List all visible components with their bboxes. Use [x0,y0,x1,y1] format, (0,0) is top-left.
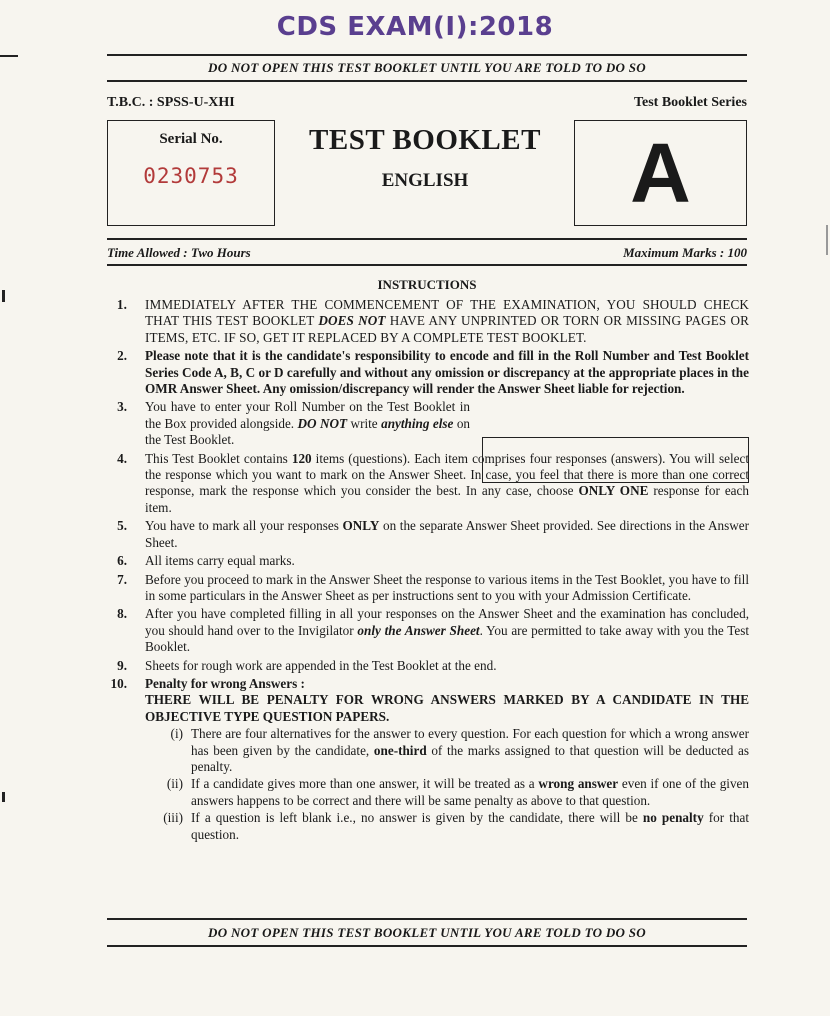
item-text: on the Test Booklet. [145,415,471,448]
test-booklet-series-label: Test Booklet Series [633,95,747,110]
penalty-subitem [145,776,749,809]
bottom-warning-banner: DO NOT OPEN THIS TEST BOOKLET UNTIL YOU ARE TOLD TO DO SO [208,925,646,940]
item-emphasis: ONLY ONE [578,483,649,499]
exam-stamp: CDS EXAM(I):2018 [276,12,554,42]
instruction-item [107,518,749,551]
item-number: 6. [117,553,127,569]
item-text: Sheets for rough work are appended in the Test Booklet at the end. [145,657,497,673]
item-text: All items carry equal marks. [145,553,295,569]
item-text: After you have completed filling in all your responses on the Answer Sheet and the examination has concluded, you should hand over to the Invigilator [145,606,749,638]
instruction-item [107,572,749,605]
item-emphasis: anything else [381,415,454,431]
top-warning-banner: DO NOT OPEN THIS TEST BOOKLET UNTIL YOU ARE TOLD TO DO SO [208,60,646,75]
item-emphasis: DOES NOT [318,313,386,329]
item-number: 5. [117,518,127,534]
item-text: HAVE ANY UNPRINTED OR TORN OR MISSING PAGES OR ITEMS, ETC. IF SO, GET IT REPLACED BY A COMPLETE TEST BOOKLET. [145,313,749,345]
instruction-item-penalty [107,676,749,843]
subitem-number: (iii) [163,810,183,826]
item-emphasis: ONLY [342,518,380,534]
penalty-heading: Penalty for wrong Answers : [145,675,305,691]
instruction-item [107,348,749,397]
serial-number-box [107,120,275,226]
item-number: 3. [117,399,127,415]
item-emphasis: 120 [291,450,312,466]
instructions-list [107,297,749,845]
series-letter: A [630,126,691,220]
item-text: on the separate Answer Sheet provided. See directions in the Answer Sheet. [145,518,749,550]
item-text: Please note that it is the candidate's responsibility to encode and fill in the Roll Number and Test Booklet Series Code A, B, C or D carefully and without any omission or discrepancy at the appropriate places in the OMR Answer Sheet. Any omission/discrepancy will render the Answer Sheet liable for rejection. [145,348,749,397]
bottom-rule [107,918,747,920]
margin-mark [0,55,18,57]
instructions-heading: INSTRUCTIONS [377,277,477,292]
item-emphasis: DO NOT [297,415,348,431]
item-number: 9. [117,657,127,673]
bottom-rule-lower [107,945,747,947]
item-text: Before you proceed to mark in the Answer Sheet the response to various items in the Test Booklet, you have to fill in some particulars in the Answer Sheet as per instructions sent to you with your Admission Certificate. [145,571,749,603]
item-text: write [347,415,382,431]
item-number: 1. [116,297,127,312]
item-text: There are four alternatives for the answer to every question. For each question for which a wrong answer has been given by the candidate, [191,726,749,758]
header-rule [107,238,747,240]
item-number: 2. [117,348,127,364]
subitem-number: (i) [170,726,183,742]
tbc-code: T.B.C. : SPSS-U-XHI [107,95,235,110]
item-number: 4. [117,450,127,466]
item-text: response for each item. [145,483,749,515]
item-emphasis: only the Answer Sheet [357,622,480,638]
item-text: even if one of the given answers happens to be correct and there will be same penalty as above to that question. [191,776,749,808]
item-emphasis: one-third [373,742,427,758]
penalty-subitem [145,810,749,843]
serial-label: Serial No. [159,131,223,147]
serial-number: 0230753 [143,164,239,188]
header-rule-lower [107,264,747,266]
item-number: 8. [117,606,127,622]
subitem-number: (ii) [166,776,183,792]
penalty-warning: THERE WILL BE PENALTY FOR WRONG ANSWERS MARKED BY A CANDIDATE IN THE OBJECTIVE TYPE QUESTION PAPERS. [145,692,749,724]
margin-mark [2,792,5,802]
item-text: . You are permitted to take away with you the Test Booklet. [145,622,749,655]
booklet-title: TEST BOOKLET [309,124,541,156]
item-emphasis: no penalty [642,810,704,826]
top-rule [107,54,747,56]
margin-mark [826,225,828,255]
instruction-item [107,606,749,655]
maximum-marks: Maximum Marks : 100 [623,245,747,260]
instruction-item [107,297,749,346]
item-text: items (questions). Each item comprises four responses (answers). You will select the response which you want to mark on the Answer Sheet. In case, you feel that there is more than one correct response, mark the response which you consider the best. In any case, choose [145,450,749,499]
item-text: If a candidate gives more than one answer, it will be treated as a [191,776,539,792]
top-rule-lower [107,80,747,82]
instruction-item [107,553,749,569]
item-text: You have to mark all your responses [145,518,343,534]
instruction-item [107,658,749,674]
margin-mark [2,290,5,302]
item-text: of the marks assigned to that question will be deducted as penalty. [191,742,750,774]
item-number: 7. [117,571,127,587]
item-text: You have to enter your Roll Number on the Test Booklet in the Box provided alongside. [145,399,470,431]
item-text: This Test Booklet contains [145,450,292,466]
item-text: IMMEDIATELY AFTER THE COMMENCEMENT OF THE EXAMINATION, YOU SHOULD CHECK THAT THIS TEST BOOKLET [145,297,749,329]
booklet-subject: ENGLISH [381,170,469,191]
item-number: 10. [110,675,127,691]
item-emphasis: wrong answer [538,776,619,792]
roll-number-box[interactable] [482,437,749,483]
series-code-box [574,120,747,226]
time-allowed: Time Allowed : Two Hours [107,245,251,260]
item-text: If a question is left blank i.e., no answer is given by the candidate, there will be [191,810,643,826]
penalty-subitem [145,726,749,775]
item-text: for that question. [191,810,749,842]
